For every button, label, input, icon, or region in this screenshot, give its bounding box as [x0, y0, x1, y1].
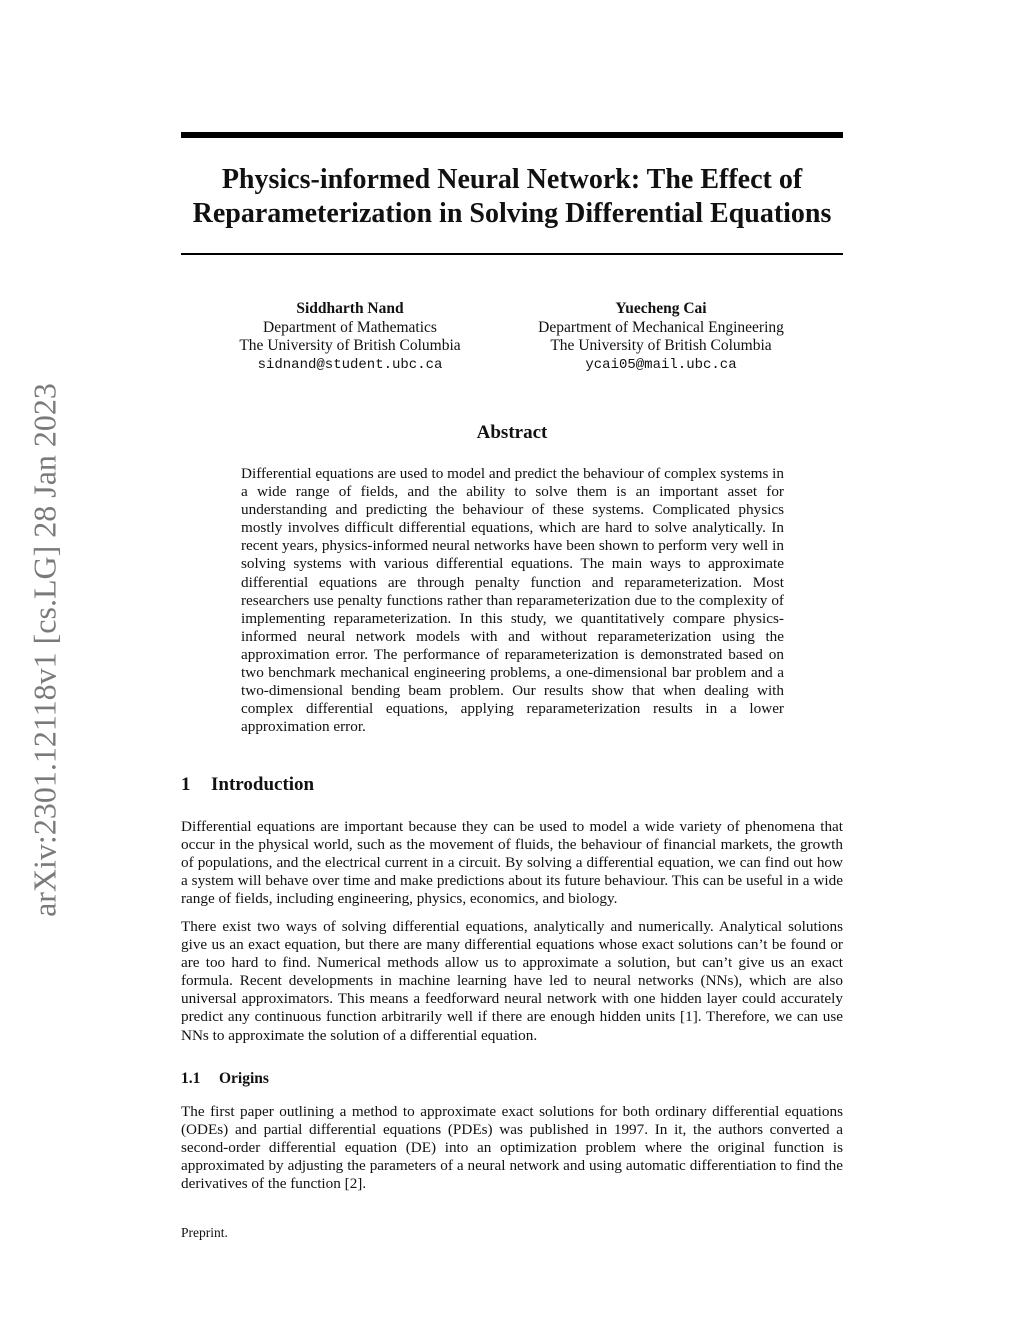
- author-name: Siddharth Nand: [296, 300, 404, 317]
- section-heading-introduction: [181, 773, 314, 797]
- subsection-heading-origins: [181, 1069, 269, 1089]
- author-block-1: [190, 300, 510, 374]
- arxiv-stamp: [0, 360, 90, 940]
- author-name: Yuecheng Cai: [615, 300, 707, 317]
- author-department: Department of Mechanical Engineering: [538, 318, 784, 336]
- origins-paragraph: The first paper outlining a method to approximate exact solutions for both ordinary differential equations (ODEs) and partial differential equations (PDEs) was published in 1997. In it, the authors converted a second-order differential equation (DE) into an optimization problem where the original function is approximated by adjusting the parameters of a neural network and using automatic differentiation to find the derivatives of the function [2].: [181, 1103, 843, 1193]
- section-title: Introduction: [211, 774, 315, 795]
- intro-paragraph-1: Differential equations are important because they can be used to model a wide variety of phenomena that occur in the physical world, such as the movement of fluids, the behaviour of financial markets, the growth of populations, and the electrical current in a circuit. By solving a differential equation, we can find out how a system will behave over time and make predictions about its future behaviour. This can be useful in a wide range of fields, including engineering, physics, economics, and biology.: [181, 818, 843, 908]
- author-block-2: [501, 300, 821, 374]
- intro-paragraph-2: There exist two ways of solving differential equations, analytically and numerically. Analytical solutions give us an exact equation, but there are many differential equations whose exact solutions can’t be found or are too hard to find. Numerical methods allow us to approximate a solution, but can’t give us an exact formula. Recent developments in machine learning have led to neural networks (NNs), which are also universal approximators. This means a feedforward neural network with one hidden layer could accurately predict any continuous function arbitrarily well if there are enough hidden units [1]. Therefore, we can use NNs to approximate the solution of a differential equation.: [181, 918, 843, 1044]
- subsection-title: Origins: [219, 1070, 269, 1087]
- title-top-rule: [181, 132, 843, 138]
- author-institution: The University of British Columbia: [239, 337, 461, 354]
- author-institution: The University of British Columbia: [550, 337, 772, 354]
- abstract-text: Differential equations are used to model and predict the behaviour of complex systems in a wide range of fields, and the ability to solve them is an important asset for understanding and predicting the behaviour of these systems. Complicated physics mostly involves difficult differential equations, which are hard to solve analytically. In recent years, physics-informed neural networks have been shown to perform very well in solving systems with various differential equations. The main ways to approximate differential equations are through penalty function and reparameterization. Most researchers use penalty functions rather than reparameterization due to the complexity of implementing reparameterization. In this study, we quantitatively compare physics-informed neural network models with and without reparameterization using the approximation error. The performance of reparameterization is demonstrated based on two benchmark mechanical engineering problems, a one-dimensional bar problem and a two-dimensional bending beam problem. Our results show that when dealing with complex differential equations, applying reparameterization results in a lower approximation error.: [241, 465, 784, 736]
- title-bottom-rule: [181, 253, 843, 255]
- author-email[interactable]: ycai05@mail.ubc.ca: [585, 356, 737, 373]
- author-department: Department of Mathematics: [263, 318, 437, 336]
- abstract-heading: Abstract: [476, 422, 548, 443]
- paper-title: Physics-informed Neural Network: The Effect of Reparameterization in Solving Differential Equations: [192, 164, 832, 229]
- author-email[interactable]: sidnand@student.ubc.ca: [257, 356, 443, 373]
- arxiv-stamp-text: arXiv:2301.12118v1 [cs.LG] 28 Jan 2023: [26, 383, 63, 917]
- subsection-number: 1.1: [181, 1070, 201, 1087]
- section-number: 1: [181, 774, 191, 795]
- footer-preprint: Preprint.: [181, 1225, 228, 1240]
